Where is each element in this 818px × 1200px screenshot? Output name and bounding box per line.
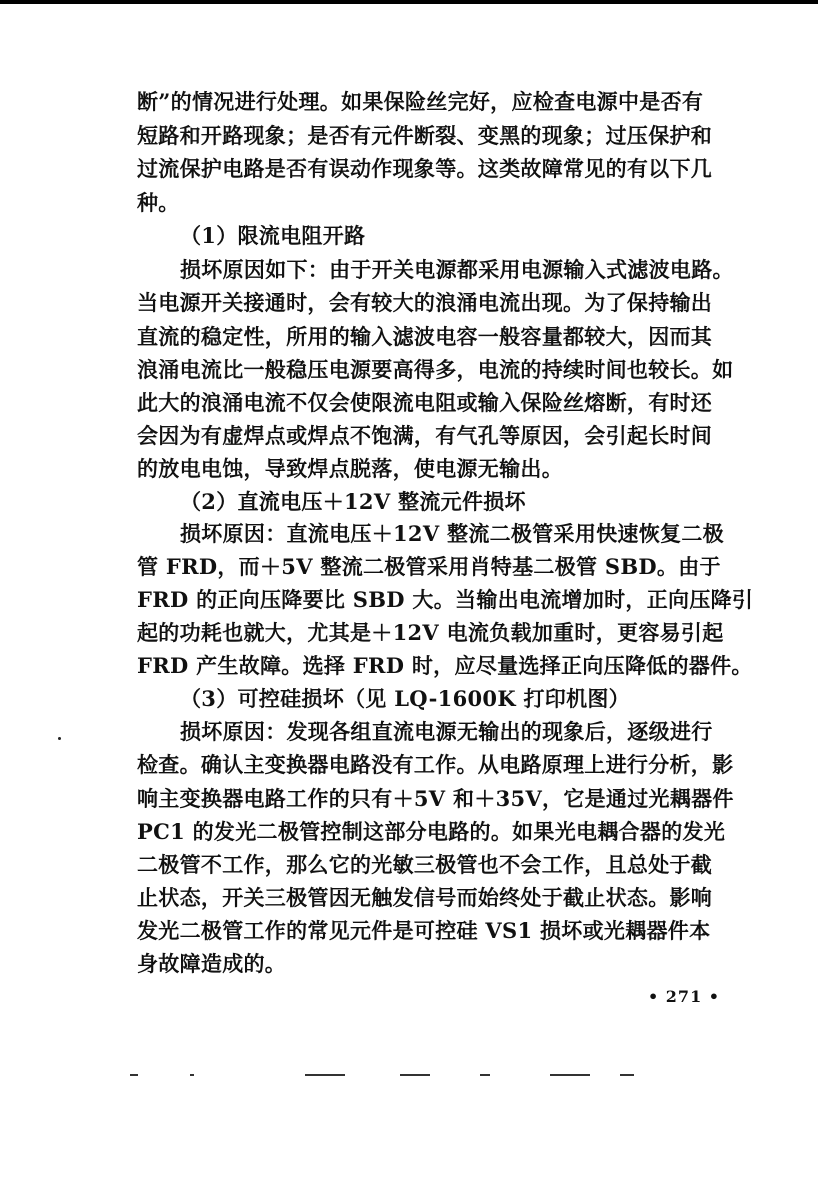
scan-top-border [0,0,818,4]
text-line: 直流的稳定性，所用的输入滤波电容一般容量都较大，因而其 [137,324,713,349]
scan-speck [58,737,61,740]
text-line: 发光二极管工作的常见元件是可控硅 VS1 损坏或光耦器件本 [137,918,711,943]
text-line: 种。 [137,190,180,215]
text-line: 起的功耗也就大，尤其是＋12V 电流负载加重时，更容易引起 [137,620,724,645]
text-line: 当电源开关接通时，会有较大的浪涌电流出现。为了保持输出 [137,290,713,315]
section-heading: （1）限流电阻开路 [180,223,366,248]
text-line: 身故障造成的。 [137,951,287,976]
text-line: 此大的浪涌电流不仅会使限流电阻或输入保险丝熔断，有时还 [137,390,713,415]
scan-noise-line [120,1070,720,1080]
text-line: FRD 的正向压降要比 SBD 大。当输出电流增加时，正向压降引 [137,587,754,612]
text-line: 管 FRD，而＋5V 整流二极管采用肖特基二极管 SBD。由于 [137,554,721,579]
text-line: 响主变换器电路工作的只有＋5V 和＋35V，它是通过光耦器件 [137,786,734,811]
text-line: PC1 的发光二极管控制这部分电路的。如果光电耦合器的发光 [137,819,726,844]
text-line: 损坏原因：直流电压＋12V 整流二极管采用快速恢复二极 [180,521,724,546]
text-line: 损坏原因：发现各组直流电源无输出的现象后，逐级进行 [180,719,713,744]
text-line: 过流保护电路是否有误动作现象等。这类故障常见的有以下几 [137,156,713,181]
text-line: 二极管不工作，那么它的光敏三极管也不会工作，且总处于截 [137,852,713,877]
text-line: 会因为有虚焊点或焊点不饱满，有气孔等原因，会引起长时间 [137,423,713,448]
text-line: 止状态，开关三极管因无触发信号而始终处于截止状态。影响 [137,885,713,910]
text-line: 浪涌电流比一般稳压电源要高得多，电流的持续时间也较长。如 [137,357,734,382]
text-line: FRD 产生故障。选择 FRD 时，应尽量选择正向压降低的器件。 [137,653,753,678]
page-number: • 271 • [648,987,720,1006]
text-line: 损坏原因如下：由于开关电源都采用电源输入式滤波电路。 [180,257,734,282]
text-line: 短路和开路现象；是否有元件断裂、变黑的现象；过压保护和 [137,123,713,148]
section-heading: （3）可控硅损坏（见 LQ-1600K 打印机图） [180,686,630,711]
text-line: 的放电电蚀，导致焊点脱落，使电源无输出。 [137,456,563,481]
text-line: 检查。确认主变换器电路没有工作。从电路原理上进行分析，影 [137,752,734,777]
section-heading: （2）直流电压＋12V 整流元件损坏 [180,489,526,514]
text-line: 断”的情况进行处理。如果保险丝完好，应检查电源中是否有 [137,89,704,114]
